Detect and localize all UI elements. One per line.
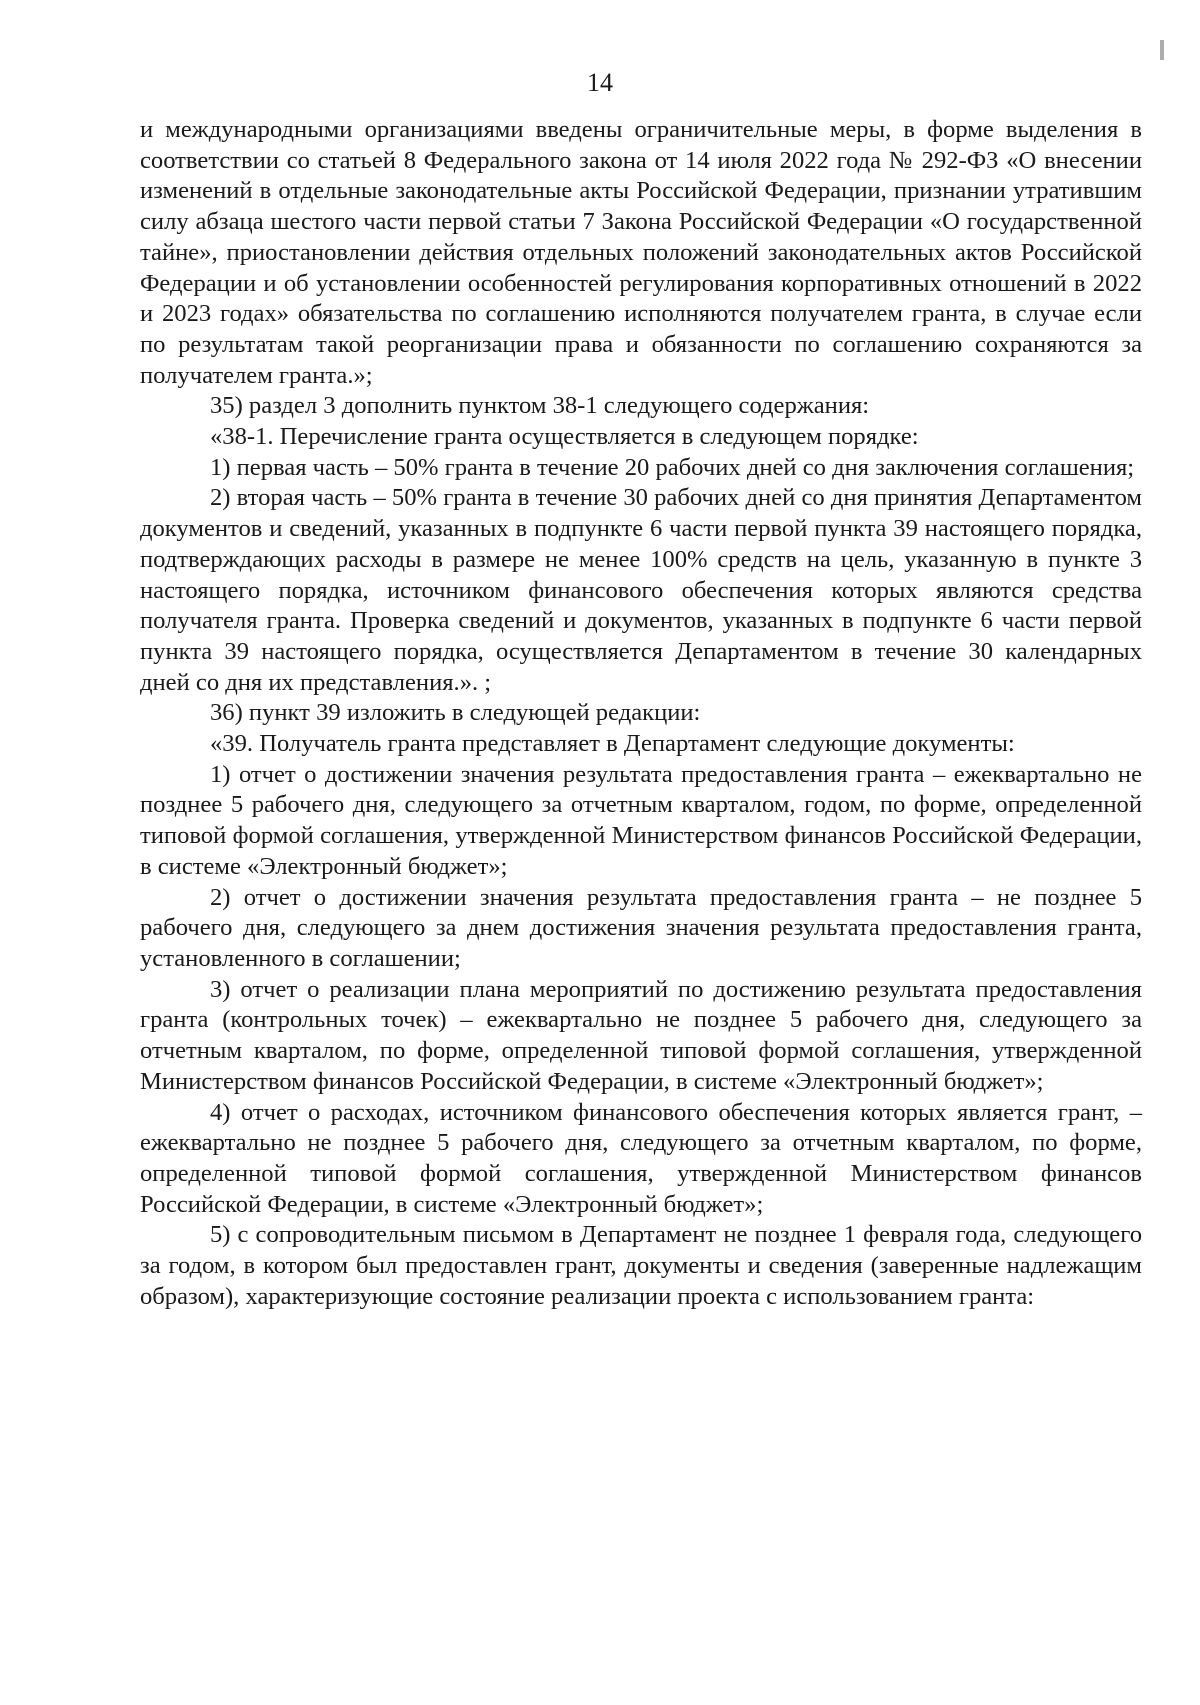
paragraph-report-2: 2) отчет о достижении значения результата предоставления гранта – не позднее 5 рабочего дня, следующего за днем достижения значения результата предоставления гранта, установленного в соглашении; <box>140 883 1142 972</box>
paragraph-subitem-1: 1) первая часть – 50% гранта в течение 20 рабочих дней со дня заключения соглашения; <box>210 453 1135 481</box>
paragraph-continuation: и международными организациями введены ограничительные меры, в форме выделения в соответствии со статьей 8 Федерального закона от 14 июля 2022 года № 292-ФЗ «О внесении изменений в отдельные законодательные акты Российской Федерации, признании утратившим силу абзаца шестого части первой статьи 7 Закона Российской Федерации «О государственной тайне», приостановлении действия отдельных положений законодательных актов Российской Федерации и об установлении особенностей регулирования корпоративных отношений в 2022 и 2023 годах» обязательства по соглашению исполняются получателем гранта, в случае если по результатам такой реорганизации права и обязанности по соглашению сохраняются за получателем гранта.»; <box>140 116 1142 389</box>
paragraph-report-4: 4) отчет о расходах, источником финансового обеспечения которых является грант, – ежеквартально не позднее 5 рабочего дня, следующего за отчетным кварталом, по форме, определенной типовой формой соглашения, утвержденной Министерством финансов Российской Федерации, в системе «Электронный бюджет»; <box>140 1098 1142 1218</box>
paragraph-subitem-2: 2) вторая часть – 50% гранта в течение 30 рабочих дней со дня принятия Департаментом документов и сведений, указанных в подпункте 6 части первой пункта 39 настоящего порядка, подтверждающих расходы в размере не менее 100% средств на цель, указанную в пункте 3 настоящего порядка, источником финансового обеспечения которых являются средства получателя гранта. Проверка сведений и документов, указанных в подпункте 6 части первой пункта 39 настоящего порядка, осуществляется Департаментом в течение 30 календарных дней со дня их представления.». ; <box>140 484 1142 696</box>
paragraph-report-3: 3) отчет о реализации плана мероприятий по достижению результата предоставления гранта (контрольных точек) – ежеквартально не позднее 5 рабочего дня, следующего за отчетным кварталом, по форме, определенной типовой формой соглашения, утвержденной Министерством финансов Российской Федерации, в системе «Электронный бюджет»; <box>140 975 1142 1095</box>
scan-edge-mark <box>1160 40 1164 60</box>
document-body <box>140 115 1142 1312</box>
page-number: 14 <box>587 68 613 97</box>
paragraph-report-5: 5) с сопроводительным письмом в Департамент не позднее 1 февраля года, следующего за годом, в котором был предоставлен грант, документы и сведения (заверенные надлежащим образом), характеризующие состояние реализации проекта с использованием гранта: <box>140 1221 1142 1310</box>
paragraph-item-35: 35) раздел 3 дополнить пунктом 38-1 следующего содержания: <box>210 392 870 420</box>
paragraph-report-1: 1) отчет о достижении значения результата предоставления гранта – ежеквартально не позднее 5 рабочего дня, следующего за отчетным кварталом, годом, по форме, определенной типовой формой соглашения, утвержденной Министерством финансов Российской Федерации, в системе «Электронный бюджет»; <box>140 760 1142 880</box>
paragraph-item-39: «39. Получатель гранта представляет в Департамент следующие документы: <box>210 730 1015 758</box>
paragraph-item-36: 36) пункт 39 изложить в следующей редакции: <box>210 699 701 727</box>
paragraph-item-38-1: «38-1. Перечисление гранта осуществляется в следующем порядке: <box>210 423 919 451</box>
